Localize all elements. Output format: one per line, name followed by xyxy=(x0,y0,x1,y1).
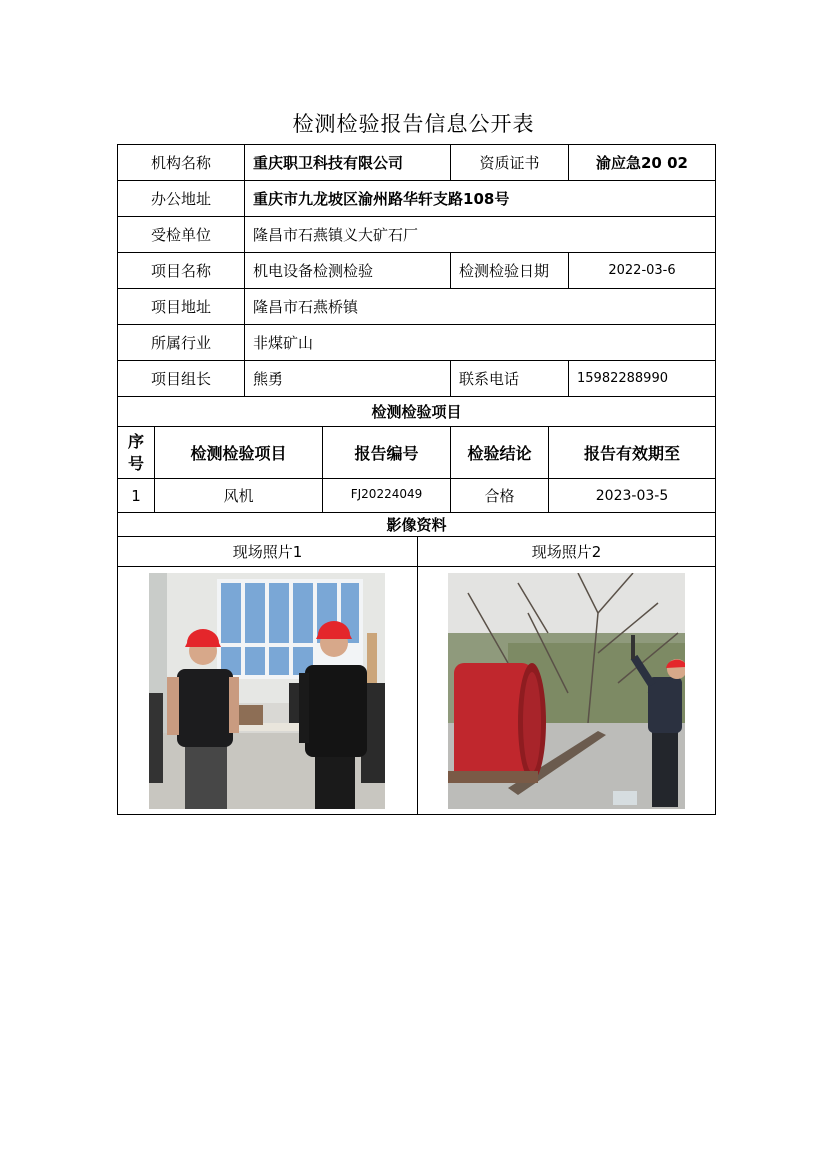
site-label: 项目地址 xyxy=(117,288,245,325)
photo2-label: 现场照片2 xyxy=(417,536,716,567)
addr-value: 重庆市九龙坡区渝州路华轩支路108号 xyxy=(244,180,716,217)
col-header-no-text: 序号 xyxy=(127,431,144,473)
site-photo-2 xyxy=(448,573,685,809)
col-header-item: 检测检验项目 xyxy=(154,426,323,479)
industry-label: 所属行业 xyxy=(117,324,245,361)
row-1-item: 风机 xyxy=(154,478,323,513)
row-1-conclusion: 合格 xyxy=(450,478,549,513)
proj-label: 项目名称 xyxy=(117,252,245,289)
row-1-no: 1 xyxy=(117,478,155,513)
cert-value: 渝应急20 02 xyxy=(568,144,716,181)
phone-label: 联系电话 xyxy=(450,360,569,397)
leader-label: 项目组长 xyxy=(117,360,245,397)
org-label: 机构名称 xyxy=(117,144,245,181)
row-1-report-no: FJ20224049 xyxy=(322,478,451,513)
site-value: 隆昌市石燕桥镇 xyxy=(244,288,716,325)
cert-label: 资质证书 xyxy=(450,144,569,181)
row-1-valid: 2023-03-5 xyxy=(548,478,716,513)
page-title: 检测检验报告信息公开表 xyxy=(292,112,535,136)
date-value: 2022-03-6 xyxy=(568,252,716,289)
col-header-valid: 报告有效期至 xyxy=(548,426,716,479)
col-header-conclusion: 检验结论 xyxy=(450,426,549,479)
site-photo-1 xyxy=(149,573,385,809)
leader-value: 熊勇 xyxy=(244,360,451,397)
phone-value: 15982288990 xyxy=(568,360,716,397)
unit-label: 受检单位 xyxy=(117,216,245,253)
industry-value: 非煤矿山 xyxy=(244,324,716,361)
photo1-label: 现场照片1 xyxy=(117,536,418,567)
col-header-no xyxy=(117,426,155,479)
date-label: 检测检验日期 xyxy=(450,252,569,289)
col-header-report-no: 报告编号 xyxy=(322,426,451,479)
photos-section-title: 影像资料 xyxy=(117,512,716,537)
items-section-title: 检测检验项目 xyxy=(117,396,716,427)
addr-label: 办公地址 xyxy=(117,180,245,217)
proj-value: 机电设备检测检验 xyxy=(244,252,451,289)
unit-value: 隆昌市石燕镇义大矿石厂 xyxy=(244,216,716,253)
org-value: 重庆职卫科技有限公司 xyxy=(244,144,451,181)
